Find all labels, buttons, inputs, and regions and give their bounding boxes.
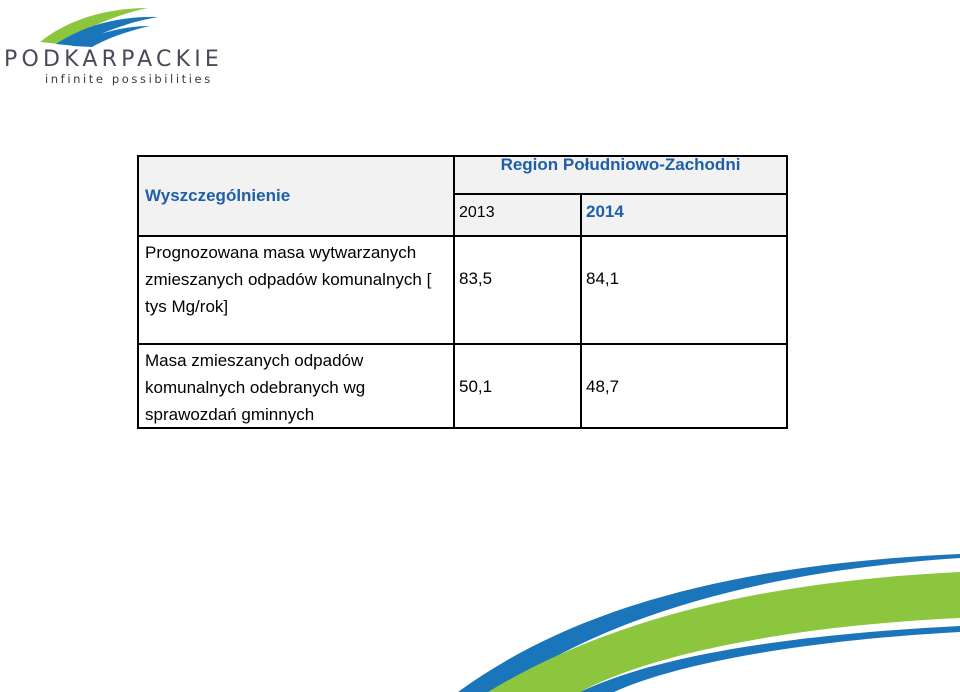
header-label-text: Wyszczególnienie — [145, 186, 291, 205]
row-1-label-text: Prognozowana masa wytwarzanych zmieszanych odpadów komunalnych [ tys Mg/rok] — [145, 243, 432, 316]
row-2-label-text: Masa zmieszanych odpadów komunalnych odebranych wg sprawozdań gminnych — [145, 351, 366, 424]
podkarpackie-wave-graphic-icon — [430, 540, 960, 692]
row-1-value-2013: 83,5 — [459, 269, 493, 288]
row-2-value-2013: 50,1 — [459, 377, 493, 396]
table-row-1-label — [137, 235, 455, 345]
table-header-label — [137, 155, 455, 237]
row-1-value-2014: 84,1 — [586, 269, 620, 288]
table-row-1-value-2014 — [580, 235, 788, 345]
table-row-1-value-2013 — [453, 235, 582, 345]
podkarpackie-logo — [0, 0, 230, 92]
table-row-2-value-2013 — [453, 343, 582, 429]
logo-tagline: infinite possibilities — [45, 72, 213, 86]
table-row-2-value-2014 — [580, 343, 788, 429]
region-header — [453, 155, 788, 195]
logo-swoosh-icon — [0, 0, 230, 50]
row-2-value-2014: 48,7 — [586, 377, 620, 396]
year-2014-text: 2014 — [586, 202, 624, 221]
region-header-text: Region Południowo-Zachodni — [500, 155, 741, 174]
year-header-2014 — [580, 193, 788, 237]
year-2013-text: 2013 — [459, 204, 495, 221]
logo-wordmark: PODKARPACKIE — [4, 47, 223, 72]
year-header-2013 — [453, 193, 582, 237]
table-row-2-label — [137, 343, 455, 429]
